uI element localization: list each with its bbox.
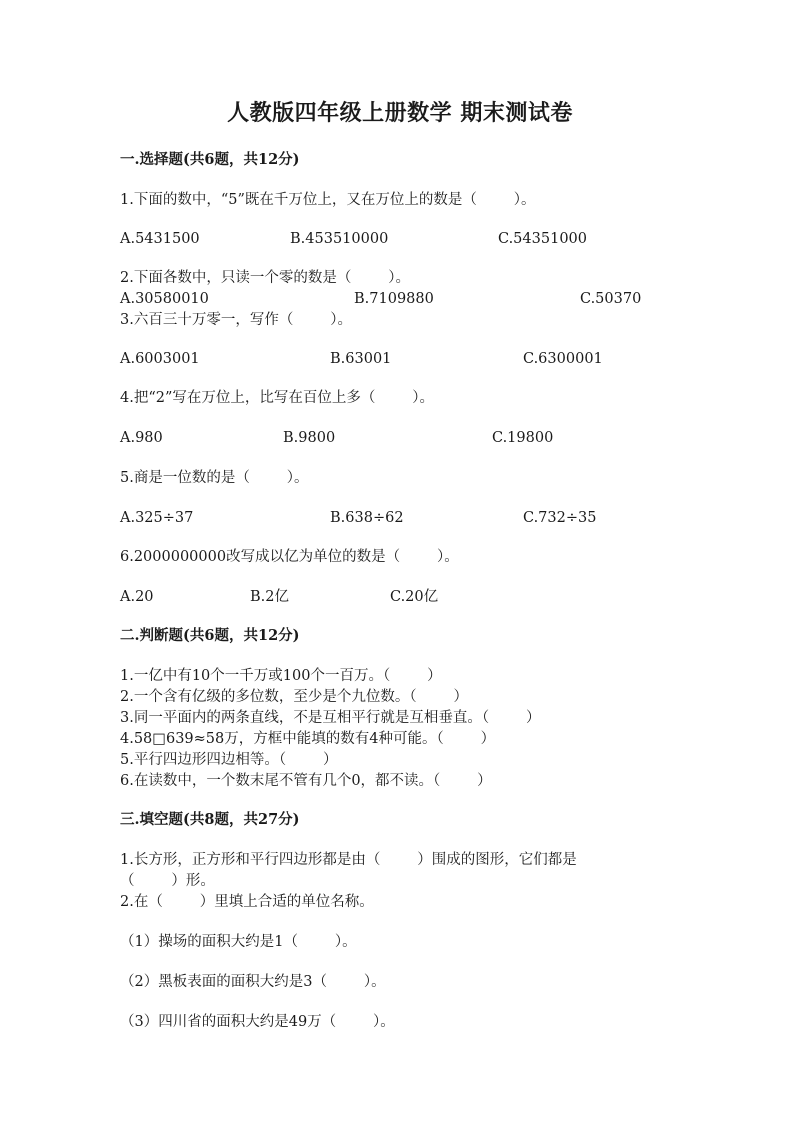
judge-item-5: 5.平行四边形四边相等。（ ） [120,752,338,768]
choice-3-option-b: B.63001 [330,351,392,367]
choice-question-3: 3.六百三十万零一，写作（ ）。 [120,312,352,328]
judge-item-4: 4.58□639≈58万，方框中能填的数有4种可能。（ ） [120,731,496,747]
choice-6-option-a: A.20 [120,589,154,605]
choice-4-option-c: C.19800 [492,430,554,446]
judge-item-1: 1.一亿中有10个一千万或100个一百万。（ ） [120,668,442,684]
section-heading-judge: 二.判断题(共6题，共12分) [120,627,300,644]
choice-6-option-c: C.20亿 [390,589,439,605]
choice-1-option-a: A.5431500 [120,231,200,247]
fill-question-1-line-1: 1.长方形，正方形和平行四边形都是由（ ）围成的图形，它们都是 [120,852,577,868]
choice-5-option-c: C.732÷35 [523,510,597,526]
fill-question-1-line-2: （ ）形。 [120,873,215,889]
choice-5-option-a: A.325÷37 [120,510,194,526]
choice-6-option-b: B.2亿 [250,589,289,605]
choice-4-option-b: B.9800 [283,430,336,446]
choice-4-option-a: A.980 [120,430,163,446]
choice-question-4: 4.把“2”写在万位上，比写在百位上多（ ）。 [120,390,435,406]
fill-question-2-part-3: （3）四川省的面积大约是49万（ ）。 [120,1014,395,1030]
judge-item-3: 3.同一平面内的两条直线，不是互相平行就是互相垂直。（ ） [120,710,541,726]
choice-2-option-a: A.30580010 [120,291,209,307]
choice-3-option-c: C.6300001 [523,351,603,367]
choice-2-option-b: B.7109880 [354,291,434,307]
choice-question-6: 6.2000000000改写成以亿为单位的数是（ ）。 [120,549,459,565]
page-title: 人教版四年级上册数学 期末测试卷 [227,100,573,126]
choice-question-5: 5.商是一位数的是（ ）。 [120,470,309,486]
fill-question-2: 2.在（ ）里填上合适的单位名称。 [120,894,374,910]
choice-2-option-c: C.50370 [580,291,642,307]
section-heading-fill: 三.填空题(共8题，共27分) [120,811,300,828]
choice-1-option-b: B.453510000 [290,231,389,247]
judge-item-6: 6.在读数中，一个数末尾不管有几个0，都不读。（ ） [120,773,492,789]
section-heading-choice: 一.选择题(共6题，共12分) [120,151,300,168]
judge-item-2: 2.一个含有亿级的多位数，至少是个九位数。（ ） [120,689,468,705]
choice-5-option-b: B.638÷62 [330,510,404,526]
choice-1-option-c: C.54351000 [498,231,587,247]
fill-question-2-part-2: （2）黑板表面的面积大约是3（ ）。 [120,974,386,990]
fill-question-2-part-1: （1）操场的面积大约是1（ ）。 [120,934,357,950]
choice-question-2: 2.下面各数中，只读一个零的数是（ ）。 [120,270,410,286]
choice-question-1: 1.下面的数中，“5”既在千万位上，又在万位上的数是（ ）。 [120,192,536,208]
choice-3-option-a: A.6003001 [120,351,200,367]
